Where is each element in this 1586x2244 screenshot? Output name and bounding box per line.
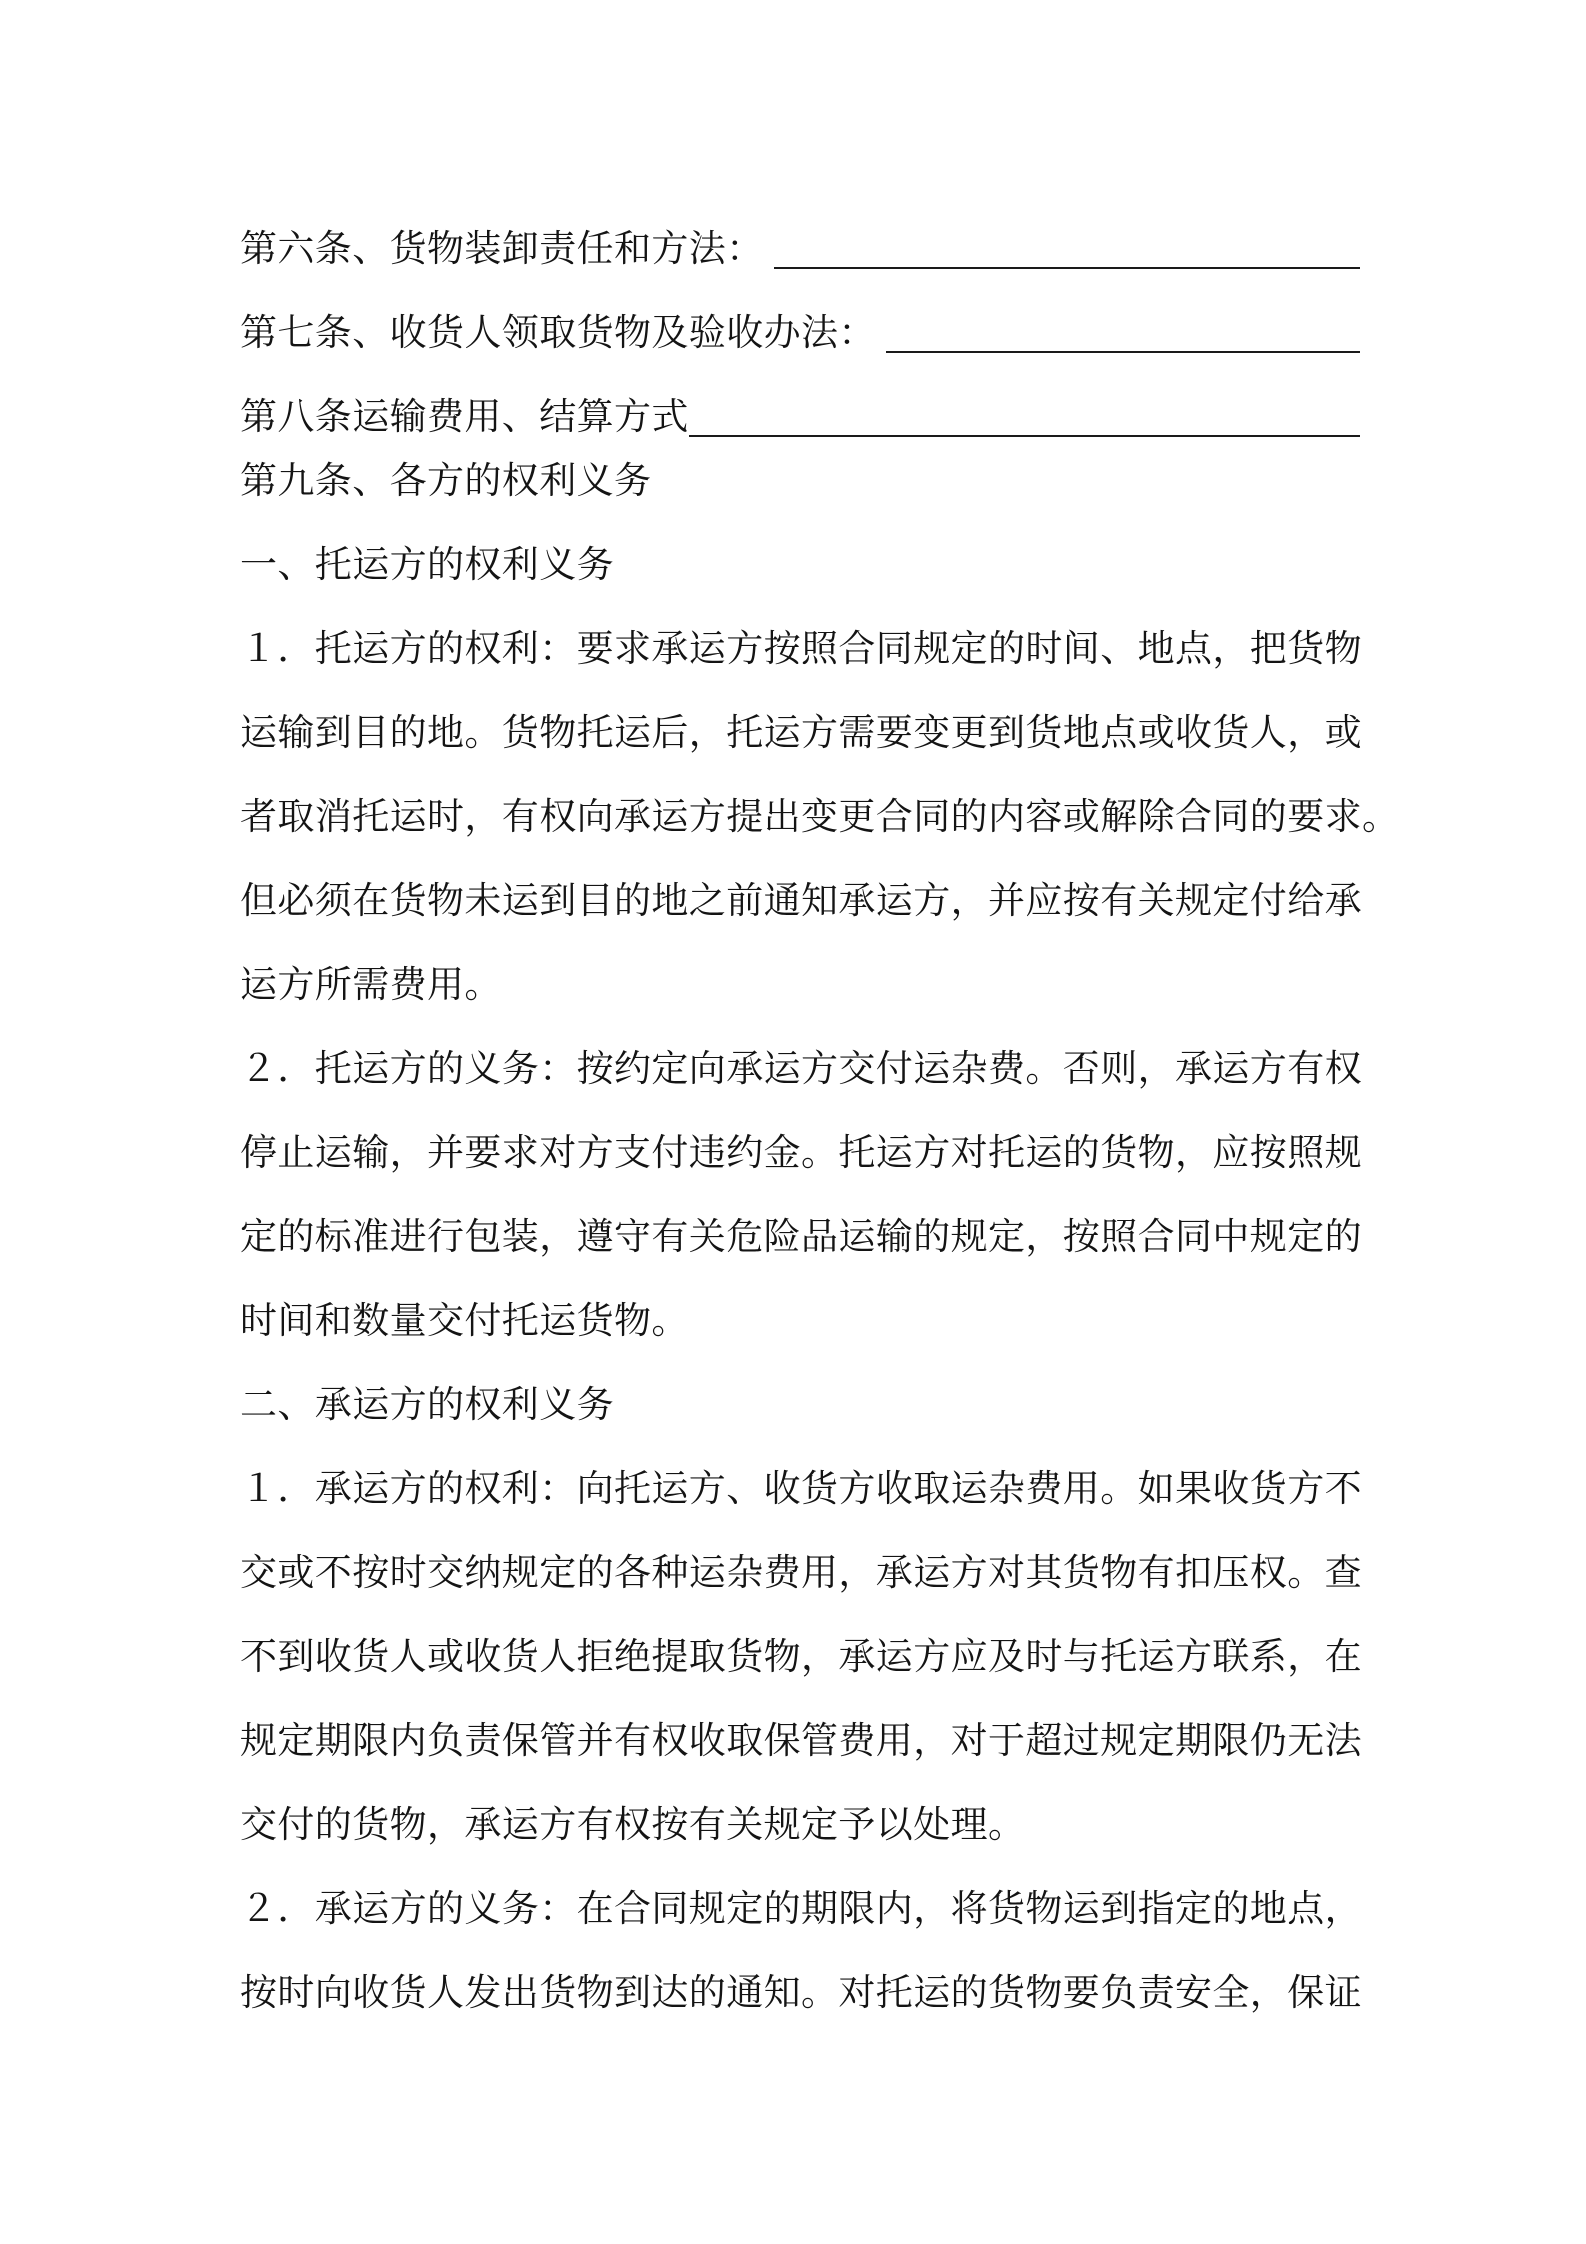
article-6-field [240,197,1360,281]
article-7-field [240,281,1360,365]
article-8-blank-line [689,389,1360,437]
article-6-label: 第六条、货物装卸责任和方法： [240,227,764,270]
paragraph-line: 停止运输，并要求对方支付违约金。托运方对托运的货物，应按照规 [240,1131,1362,1174]
paragraph-line: 交付的货物，承运方有权按有关规定予以处理。 [240,1803,1026,1846]
section-carrier-heading: 二、承运方的权利义务 [240,1383,614,1426]
paragraph-line: １．承运方的权利：向托运方、收货方收取运杂费用。如果收货方不 [240,1467,1362,1510]
section-shipper-heading: 一、托运方的权利义务 [240,543,614,586]
paragraph-line: 规定期限内负责保管并有权收取保管费用，对于超过规定期限仍无法 [240,1719,1362,1762]
paragraph-line: ２．承运方的义务：在合同规定的期限内，将货物运到指定的地点， [240,1887,1362,1930]
paragraph-line: 交或不按时交纳规定的各种运杂费用，承运方对其货物有扣压权。查 [240,1551,1362,1594]
paragraph-line: 者取消托运时，有权向承运方提出变更合同的内容或解除合同的要求。 [240,795,1400,838]
paragraph-line: 定的标准进行包装，遵守有关危险品运输的规定，按照合同中规定的 [240,1215,1362,1258]
paragraph-line: 但必须在货物未运到目的地之前通知承运方，并应按有关规定付给承 [240,879,1362,922]
document-page [240,197,1400,2045]
paragraph-line: 按时向收货人发出货物到达的通知。对托运的货物要负责安全，保证 [240,1971,1362,2014]
paragraph-line: 运方所需费用。 [240,963,502,1006]
article-9-heading: 第九条、各方的权利义务 [240,459,652,502]
paragraph-line: 运输到目的地。货物托运后，托运方需要变更到货地点或收货人，或 [240,711,1362,754]
article-8-label: 第八条运输费用、结算方式 [240,395,689,438]
paragraph-line: 不到收货人或收货人拒绝提取货物，承运方应及时与托运方联系，在 [240,1635,1362,1678]
article-8-field [240,365,1360,449]
article-7-blank-line [886,305,1360,353]
paragraph-line: ２．托运方的义务：按约定向承运方交付运杂费。否则，承运方有权 [240,1047,1362,1090]
paragraph-line: 时间和数量交付托运货物。 [240,1299,689,1342]
article-6-blank-line [774,221,1360,269]
article-7-label: 第七条、收货人领取货物及验收办法： [240,311,876,354]
paragraph-line: １．托运方的权利：要求承运方按照合同规定的时间、地点，把货物 [240,627,1362,670]
